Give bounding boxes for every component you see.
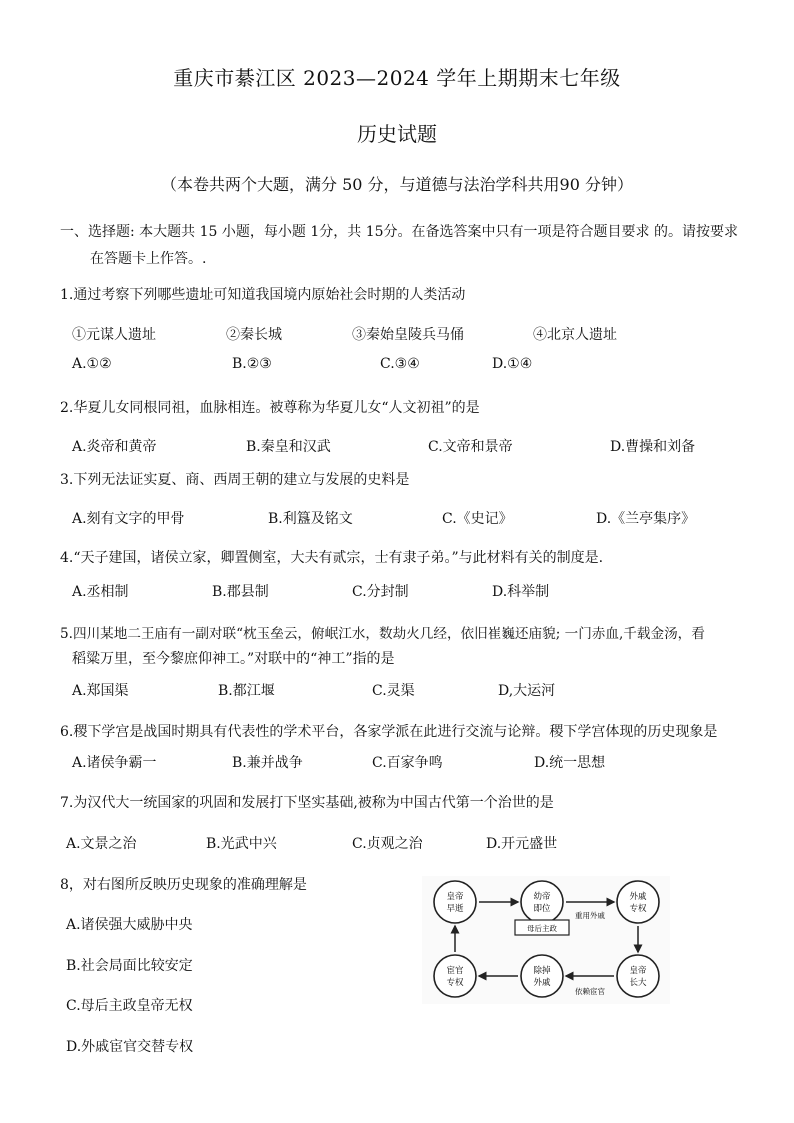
question-8-option-c: C.母后主政皇帝无权	[66, 998, 193, 1014]
question-8-option-d: D.外戚宦官交替专权	[66, 1039, 194, 1055]
node-consort-power	[617, 881, 659, 923]
question-6-option-a: A.诸侯争霸一	[72, 755, 157, 771]
node-eunuch-power-l1: 宦官	[446, 966, 464, 976]
node-emperor-grows-l1: 皇帝	[629, 966, 647, 976]
question-4-option-d: D.科举制	[492, 584, 550, 600]
question-1-option-a: A.①②	[72, 356, 112, 372]
question-7-option-a: A.文景之治	[66, 836, 137, 852]
node-eunuch-power	[434, 955, 476, 997]
question-4-option-b: B.郡县制	[212, 584, 269, 600]
question-3-option-a: A.刻有文字的甲骨	[72, 511, 185, 527]
question-7-option-d: D.开元盛世	[486, 836, 558, 852]
question-5-stem-line2: 稻粱万里，至今黎庶仰神工。”对联中的“神工”指的是	[72, 651, 395, 667]
question-2-option-c: C.文帝和景帝	[428, 439, 513, 455]
node-child-emperor-l1: 幼帝	[533, 892, 551, 902]
question-1-option-c: C.③④	[380, 356, 420, 372]
question-8-option-a: A.诸侯强大威胁中央	[66, 917, 193, 933]
node-remove-consort	[521, 955, 563, 997]
node-emperor-grows-l2: 长大	[629, 978, 647, 988]
question-1-item-4: ④北京人遗址	[533, 327, 617, 343]
node-emperor-dies-l2: 早逝	[446, 904, 464, 914]
question-6-option-c: C.百家争鸣	[372, 755, 443, 771]
question-3-option-d: D.《兰亭集序》	[596, 511, 696, 527]
section-intro-line2: 在答题卡上作答。.	[90, 251, 207, 267]
question-8-option-b: B.社会局面比较安定	[66, 958, 193, 974]
question-5-option-b: B.都江堰	[218, 683, 275, 699]
node-consort-power-l2: 专权	[629, 904, 647, 914]
section-intro-line1: 一、选择题: 本大题共 15 小题，每小题 1分，共 15分。在备选答案中只有一项是符合题目要求 的。请按要求	[60, 224, 738, 240]
question-5-option-d: D,大运河	[498, 683, 556, 699]
node-emperor-dies	[434, 881, 476, 923]
question-8-stem: 8，对右图所反映历史现象的准确理解是	[60, 877, 307, 893]
question-2-option-b: B.秦皇和汉武	[246, 439, 331, 455]
question-1-stem: 1.通过考察下列哪些遗址可知道我国境内原始社会时期的人类活动	[60, 287, 466, 303]
question-7-option-b: B.光武中兴	[206, 836, 277, 852]
label-rely-eunuch: 依赖宦官	[575, 987, 605, 996]
question-5-stem-line1: 5.四川某地二王庙有一副对联“枕玉垒云，俯岷江水，数劫火几经，依旧崔巍还庙貌; 一门赤血,千载金汤，看	[60, 626, 705, 642]
node-remove-consort-l2: 外戚	[533, 978, 551, 988]
question-7-option-c: C.贞观之治	[352, 836, 423, 852]
question-7-stem: 7.为汉代大一统国家的巩固和发展打下坚实基础,被称为中国古代第一个治世的是	[60, 795, 554, 811]
node-eunuch-power-l2: 专权	[446, 978, 464, 988]
exam-title: 重庆市綦江区 2023—2024 学年上期期末七年级	[173, 66, 621, 90]
question-4-stem: 4.“天子建国，诸侯立家，卿置侧室，大夫有贰宗，士有隶子弟。”与此材料有关的制度是.	[60, 550, 604, 566]
question-6-stem: 6.稷下学宫是战国时期具有代表性的学术平台，各家学派在此进行交流与论辩。稷下学宫体现的历史现象是	[60, 724, 718, 740]
question-5-option-a: A.郑国渠	[72, 683, 129, 699]
question-6-option-d: D.统一思想	[534, 755, 606, 771]
node-consort-power-l1: 外戚	[629, 892, 647, 902]
question-6-option-b: B.兼并战争	[232, 755, 303, 771]
node-remove-consort-l1: 除掉	[533, 966, 551, 976]
node-child-emperor	[521, 881, 563, 923]
exam-subtitle: 历史试题	[357, 122, 437, 146]
question-1-option-d: D.①④	[492, 356, 533, 372]
exam-note: （本卷共两个大题，满分 50 分，与道德与法治学科共用90 分钟）	[161, 175, 633, 194]
node-child-emperor-l2: 即位	[533, 904, 551, 914]
question-1-item-1: ①元谋人遗址	[72, 327, 156, 343]
question-2-stem: 2.华夏儿女同根同祖，血脉相连。被尊称为华夏儿女“人文初祖”的是	[60, 400, 480, 416]
question-5-option-c: C.灵渠	[372, 683, 415, 699]
label-rely-consort: 重用外戚	[575, 911, 605, 920]
question-2-option-d: D.曹操和刘备	[610, 439, 696, 455]
question-3-option-b: B.利簋及铭文	[268, 511, 353, 527]
question-1-option-b: B.②③	[232, 356, 272, 372]
node-emperor-grows	[617, 955, 659, 997]
node-empress-regency: 母后主政	[527, 924, 557, 933]
question-1-item-3: ③秦始皇陵兵马俑	[352, 327, 464, 343]
question-3-option-c: C.《史记》	[442, 511, 513, 527]
question-1-item-2: ②秦长城	[226, 327, 282, 343]
question-4-option-c: C.分封制	[352, 584, 409, 600]
question-2-option-a: A.炎帝和黄帝	[72, 439, 157, 455]
node-emperor-dies-l1: 皇帝	[446, 892, 464, 902]
cycle-diagram	[422, 876, 670, 1004]
question-4-option-a: A.丞相制	[72, 584, 129, 600]
question-3-stem: 3.下列无法证实夏、商、西周王朝的建立与发展的史料是	[60, 472, 410, 488]
